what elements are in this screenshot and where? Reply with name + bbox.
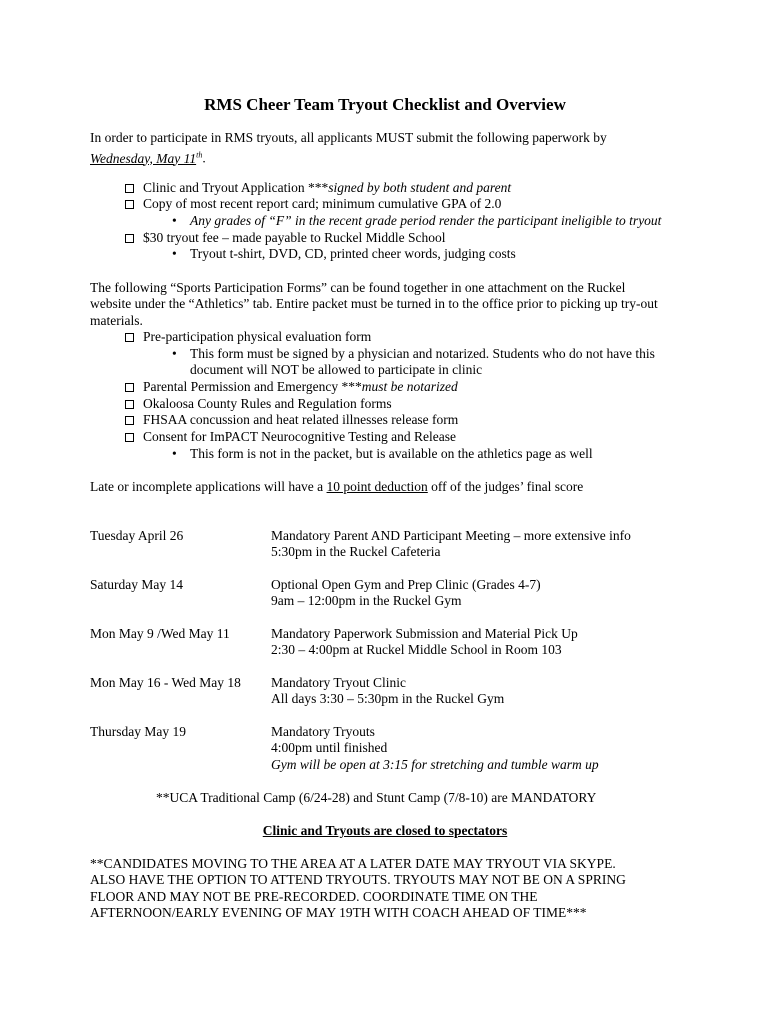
schedule-date: Saturday May 14 [90,577,183,592]
sub-text: Tryout t-shirt, DVD, CD, printed cheer words, judging costs [190,246,516,261]
late-before: Late or incomplete applications will have a [90,479,327,494]
sub-bullet-grades [172,213,661,229]
deadline-end: . [202,150,206,166]
checklist-item-impact [125,429,456,445]
checkbox-icon [125,433,134,442]
schedule-desc: All days 3:30 – 5:30pm in the Ruckel Gym [271,691,505,706]
closed-note-text: Clinic and Tryouts are closed to spectators [262,823,508,838]
sub-text: Any grades of “F” in the recent grade period render the participant ineligible to tryout [190,213,662,228]
schedule-desc: 9am – 12:00pm in the Ruckel Gym [271,593,462,608]
late-note [90,479,583,495]
schedule-date: Mon May 9 /Wed May 11 [90,626,230,641]
item-text: Pre-participation physical evaluation form [143,329,372,344]
sub-text: This form must be signed by a physician and notarized. Students who do not have this [190,346,655,361]
checkbox-icon [125,184,134,193]
italic-text: Gym will be open at 3:15 for stretching and tumble warm up [271,757,599,772]
schedule-desc: Mandatory Parent AND Participant Meeting – more extensive info [271,528,631,543]
item-italic: must be notarized [361,379,458,394]
checklist-item-fee [125,230,446,246]
schedule-desc: Mandatory Tryouts [271,724,375,739]
skype-note-line: AFTERNOON/EARLY EVENING OF MAY 19TH WITH COACH AHEAD OF TIME*** [90,905,587,920]
closed-note [0,823,770,839]
item-text: Parental Permission and Emergency *** [143,379,362,394]
deadline-date: Wednesday, May 11 [90,150,197,166]
checkbox-icon [125,200,134,209]
checklist-item-physical [125,329,371,345]
bullet-icon: • [172,246,177,261]
checkbox-icon [125,333,134,342]
schedule-date: Thursday May 19 [90,724,186,739]
schedule-desc: Mandatory Paperwork Submission and Material Pick Up [271,626,578,641]
sub-bullet-fee [172,246,516,262]
item-text: Consent for ImPACT Neurocognitive Testing and Release [143,429,457,444]
bullet-icon: • [172,213,177,228]
schedule-desc: 4:00pm until finished [271,740,388,755]
schedule-desc: Optional Open Gym and Prep Clinic (Grades 4-7) [271,577,541,592]
intro-line: In order to participate in RMS tryouts, all applicants MUST submit the following paperwork by [90,130,607,145]
sub-bullet-impact [172,446,593,462]
page-title: RMS Cheer Team Tryout Checklist and Overview [204,95,566,114]
forms-para-line: website under the “Athletics” tab. Entire packet must be turned in to the office prior to picking up try-out [90,296,658,311]
sub-bullet-physical [172,346,655,362]
item-text: Clinic and Tryout Application *** [143,180,329,195]
checklist-item-okaloosa [125,396,392,412]
checklist-item-application [125,180,511,196]
checkbox-icon [125,234,134,243]
skype-note-line: ALSO HAVE THE OPTION TO ATTEND TRYOUTS. TRYOUTS MAY NOT BE ON A SPRING [90,872,626,887]
schedule-date: Mon May 16 - Wed May 18 [90,675,241,690]
sub-bullet-physical-cont: document will NOT be allowed to participate in clinic [190,362,483,377]
item-text: FHSAA concussion and heat related illnesses release form [143,412,459,427]
schedule-desc-italic [271,757,599,773]
checklist-item-parental [125,379,458,395]
item-text: Okaloosa County Rules and Regulation forms [143,396,392,411]
item-italic: signed by both student and parent [328,180,512,195]
schedule-date: Tuesday April 26 [90,528,184,543]
bullet-icon: • [172,446,177,461]
schedule-desc: Mandatory Tryout Clinic [271,675,407,690]
checklist-item-fhsaa [125,412,458,428]
camp-note: **UCA Traditional Camp (6/24-28) and Stunt Camp (7/8-10) are MANDATORY [156,790,597,805]
checkbox-icon [125,416,134,425]
item-text: $30 tryout fee – made payable to Ruckel Middle School [143,230,446,245]
schedule-desc: 5:30pm in the Ruckel Cafeteria [271,544,441,559]
forms-para-line: materials. [90,313,143,328]
schedule-desc: 2:30 – 4:00pm at Ruckel Middle School in Room 103 [271,642,562,657]
late-after: off of the judges’ final score [427,479,584,494]
skype-note-line: **CANDIDATES MOVING TO THE AREA AT A LATER DATE MAY TRYOUT VIA SKYPE. [90,856,616,871]
sub-text: This form is not in the packet, but is available on the athletics page as well [190,446,593,461]
deadline-sup: th [196,150,203,159]
skype-note-line: FLOOR AND MAY NOT BE PRE-RECORDED. COORDINATE TIME ON THE [90,889,538,904]
checkbox-icon [125,400,134,409]
item-text: Copy of most recent report card; minimum cumulative GPA of 2.0 [143,196,502,211]
checkbox-icon [125,383,134,392]
forms-para-line: The following “Sports Participation Forms” can be found together in one attachment on the Ruckel [90,280,626,295]
late-deduction: 10 point deduction [326,479,428,494]
bullet-icon: • [172,346,177,361]
intro-deadline [90,147,206,167]
checklist-item-report-card [125,196,501,212]
